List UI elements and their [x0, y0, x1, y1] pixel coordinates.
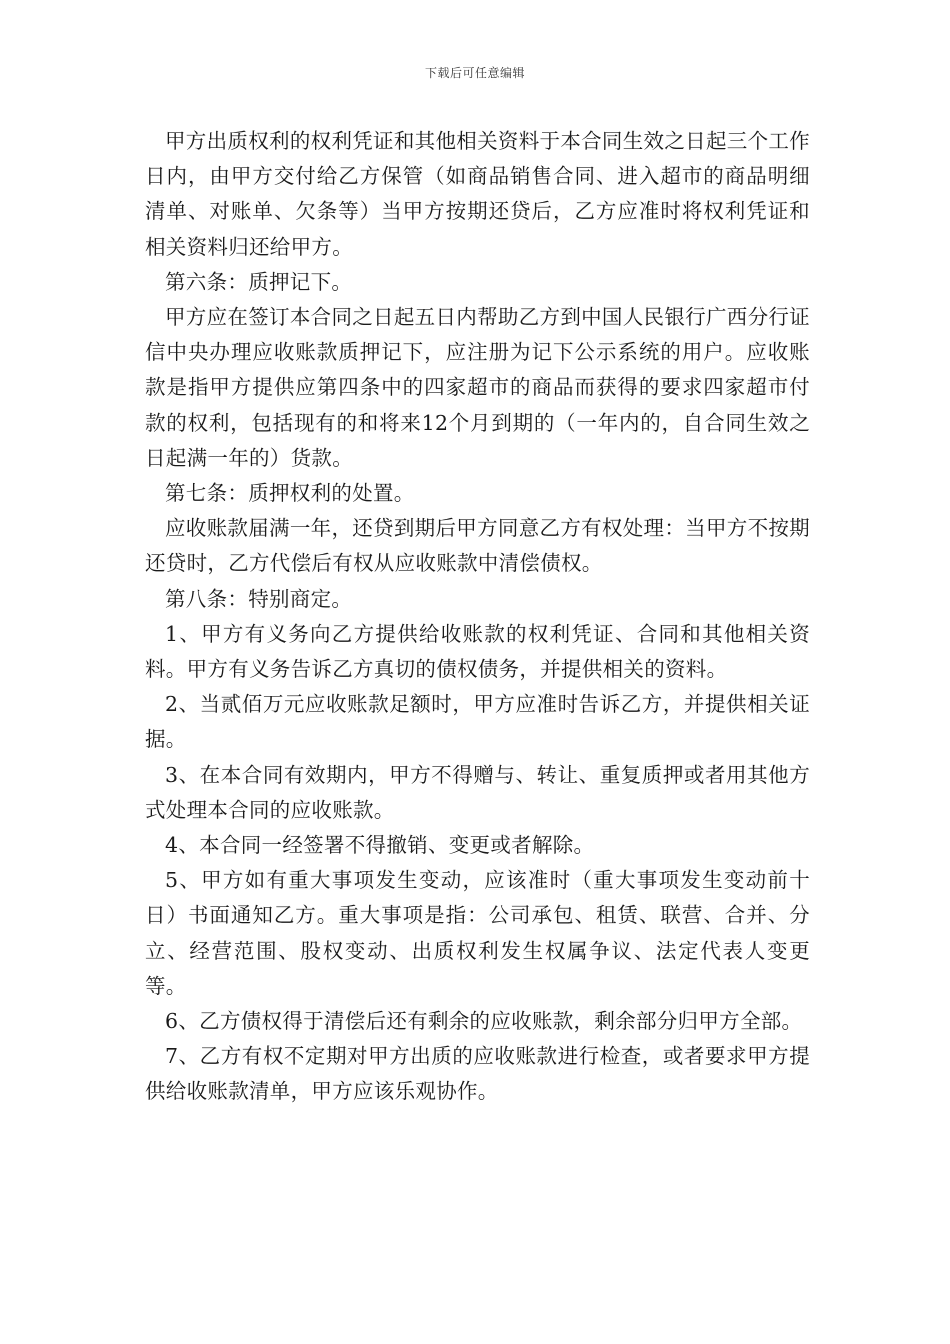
- clause-3: 3、在本合同有效期内，甲方不得赠与、转让、重复质押或者用其他方式处理本合同的应收账款。: [145, 762, 810, 822]
- paragraph-disposal: 应收账款届满一年，还贷到期后甲方同意乙方有权处理：当甲方不按期还贷时，乙方代偿后有权从应收账款中清偿债权。: [145, 516, 810, 576]
- download-editable-note: 下载后可任意编辑: [424, 66, 525, 80]
- clause-2: 2、当贰佰万元应收账款足额时，甲方应准时告诉乙方，并提供相关证据。: [145, 692, 810, 752]
- article-8-heading: 第八条：特别商定。: [165, 586, 353, 611]
- clause-4: 4、本合同一经签署不得撤销、变更或者解除。: [165, 833, 595, 858]
- clause-5: 5、甲方如有重大事项发生变动，应该准时（重大事项发生变动前十日）书面通知乙方。重大事项是指：公司承包、租赁、联营、合并、分立、经营范围、股权变动、出质权利发生权属争议、法定代表人变更等。: [145, 868, 810, 998]
- clause-7: 7、乙方有权不定期对甲方出质的应收账款进行检查，或者要求甲方提供给收账款清单，甲方应该乐观协作。: [145, 1044, 810, 1104]
- clause-1: 1、甲方有义务向乙方提供给收账款的权利凭证、合同和其他相关资料。甲方有义务告诉乙方真切的债权债务，并提供相关的资料。: [145, 621, 810, 682]
- article-7-heading: 第七条：质押权利的处置。: [165, 481, 415, 506]
- article-6-heading: 第六条：质押记下。: [165, 269, 353, 294]
- clause-6: 6、乙方债权得于清偿后还有剩余的应收账款，剩余部分归甲方全部。: [165, 1009, 803, 1034]
- paragraph-pledge-registration: 甲方应在签订本合同之日起五日内帮助乙方到中国人民银行广西分行证信中央办理应收账款质押记下，应注册为记下公示系统的用户。应收账款是指甲方提供应第四条中的四家超市的商品而获得的要求四家超市付款的权利，包括现有的和将来12个月到期的（一年内的，自合同生效之日起满一年的）货款。: [145, 305, 810, 470]
- document-body: [145, 124, 810, 1110]
- paragraph-deliver-documents: 甲方出质权利的权利凭证和其他相关资料于本合同生效之日起三个工作日内，由甲方交付给乙方保管（如商品销售合同、进入超市的商品明细清单、对账单、欠条等）当甲方按期还贷后，乙方应准时将权利凭证和相关资料归还给甲方。: [145, 129, 810, 259]
